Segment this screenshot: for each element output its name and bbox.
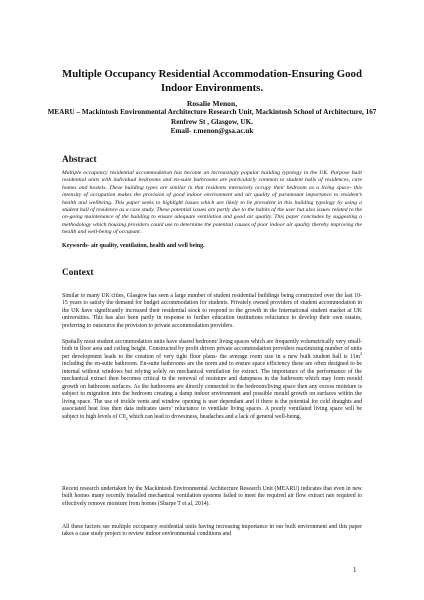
paragraph-2-text-b: including the en-suite bathroom. En-suite bathrooms are the norm and to ensure space efficiency these are often designed to be internal without windows but relying solely on mechanical ventilation for extract. The importance of the performance of the mechanical extract then becomes critical in the removal of moisture and dampness in the bathroom which may form mould growth on bathroom surfaces. As the bathrooms are directly connected to the bedroom/living space then any excess moisture is subject to migration into the bedroom creating a damp indoor environment and possible mould growth on surfaces within the living space. The use of trickle vents and window opening is user dependant and if there is the potential for cold draughts and associated heat loss then data indicates users’ reluctance to ventilate living spaces. A poorly ventilated living space will be subject to high levels of C0: [62, 361, 362, 420]
context-paragraph-4: All these factors see multiple occupancy residential units having increasing importance in our built environment and this paper takes a case study project to review indoor environmental conditions and: [62, 524, 362, 538]
area-superscript: 2: [360, 350, 362, 356]
context-paragraph-1: Similar to many UK cities, Glasgow has seen a large number of student residential buildings being constructed over the last 10-15 years to satisfy the demand for budget accommodation for students. Privately owned providers of student accommodation in the UK have significantly increased their residential stock to respond to the growth in the International student market at UK universities. This has also been partly in response to further education institutions reluctance to develop their own estates, preferring to outsource the provision to private accommodation providers.: [62, 293, 362, 329]
abstract-text: Multiple occupancy residential accommodation has become an increasingly popular building typology in the UK. Purpose built residential units with individual bedrooms and en-suite bathrooms are particularly common to student halls of residences, care homes and hostels. These building types are similar in that residents intensively occupy their bedroom as a living space- this intensity of occupation makes the provision of good indoor environment and air quality of paramount importance to resident’s health and wellbeing. This paper seeks to highlight issues which are likely to be prevalent in this building typology by using a student hall of residence as a case study. These potential issues are partly due to the habits of the user but also issues related to the on-going maintenance of the building to ensure adequate ventilation and good air quality. This paper concludes by suggesting a methodology which housing providers could use to determine the potential causes of poor indoor air quality thereby improving the health and well-being of occupant.: [62, 170, 362, 236]
author-affiliation: MEARU – Mackintosh Environmental Architecture Research Unit, Mackintosh School of Architecture, 167 Renfrew St , Glasgow, UK.: [47, 108, 377, 126]
abstract-heading: Abstract: [62, 155, 97, 165]
page-number: 1: [353, 566, 357, 574]
author-name: Rosalie Menon,: [186, 99, 238, 108]
context-paragraph-2: [62, 339, 362, 421]
author-email: Email- r.menon@gsa.ac.uk: [170, 126, 254, 135]
keywords: Keywords- air quality, ventilation, health and well being.: [62, 243, 205, 249]
context-heading: Context: [62, 268, 94, 278]
context-paragraph-3: Recent research undertaken by the Mackintosh Environmental Architecture Research Unit (MEARU) indicates that even in new built homes many recently installed mechanical ventilation systems failed to meet the required air flow extract rate required to effectively remove moisture from homes (Sharpe T et al, 2014).: [62, 486, 362, 507]
paragraph-2-text-c: which can lead to drowsiness, headaches and a lack of general well-being.: [127, 413, 302, 420]
co2-subscript: 2: [125, 415, 128, 421]
paragraph-2-text-a: Spatially most student accommodation units have shared bedroom/ living spaces which are frequently volumetrically very small- both in floor area and ceiling height. Constructed by profit driven private accommodation providers maximising number of units per development leads to the creation of very tight floor plans- the average room size in a new built student hall is 11m: [62, 339, 362, 360]
author-block: [40, 99, 384, 136]
paper-title: Multiple Occupancy Residential Accommodation-Ensuring Good Indoor Environments.: [62, 68, 362, 94]
